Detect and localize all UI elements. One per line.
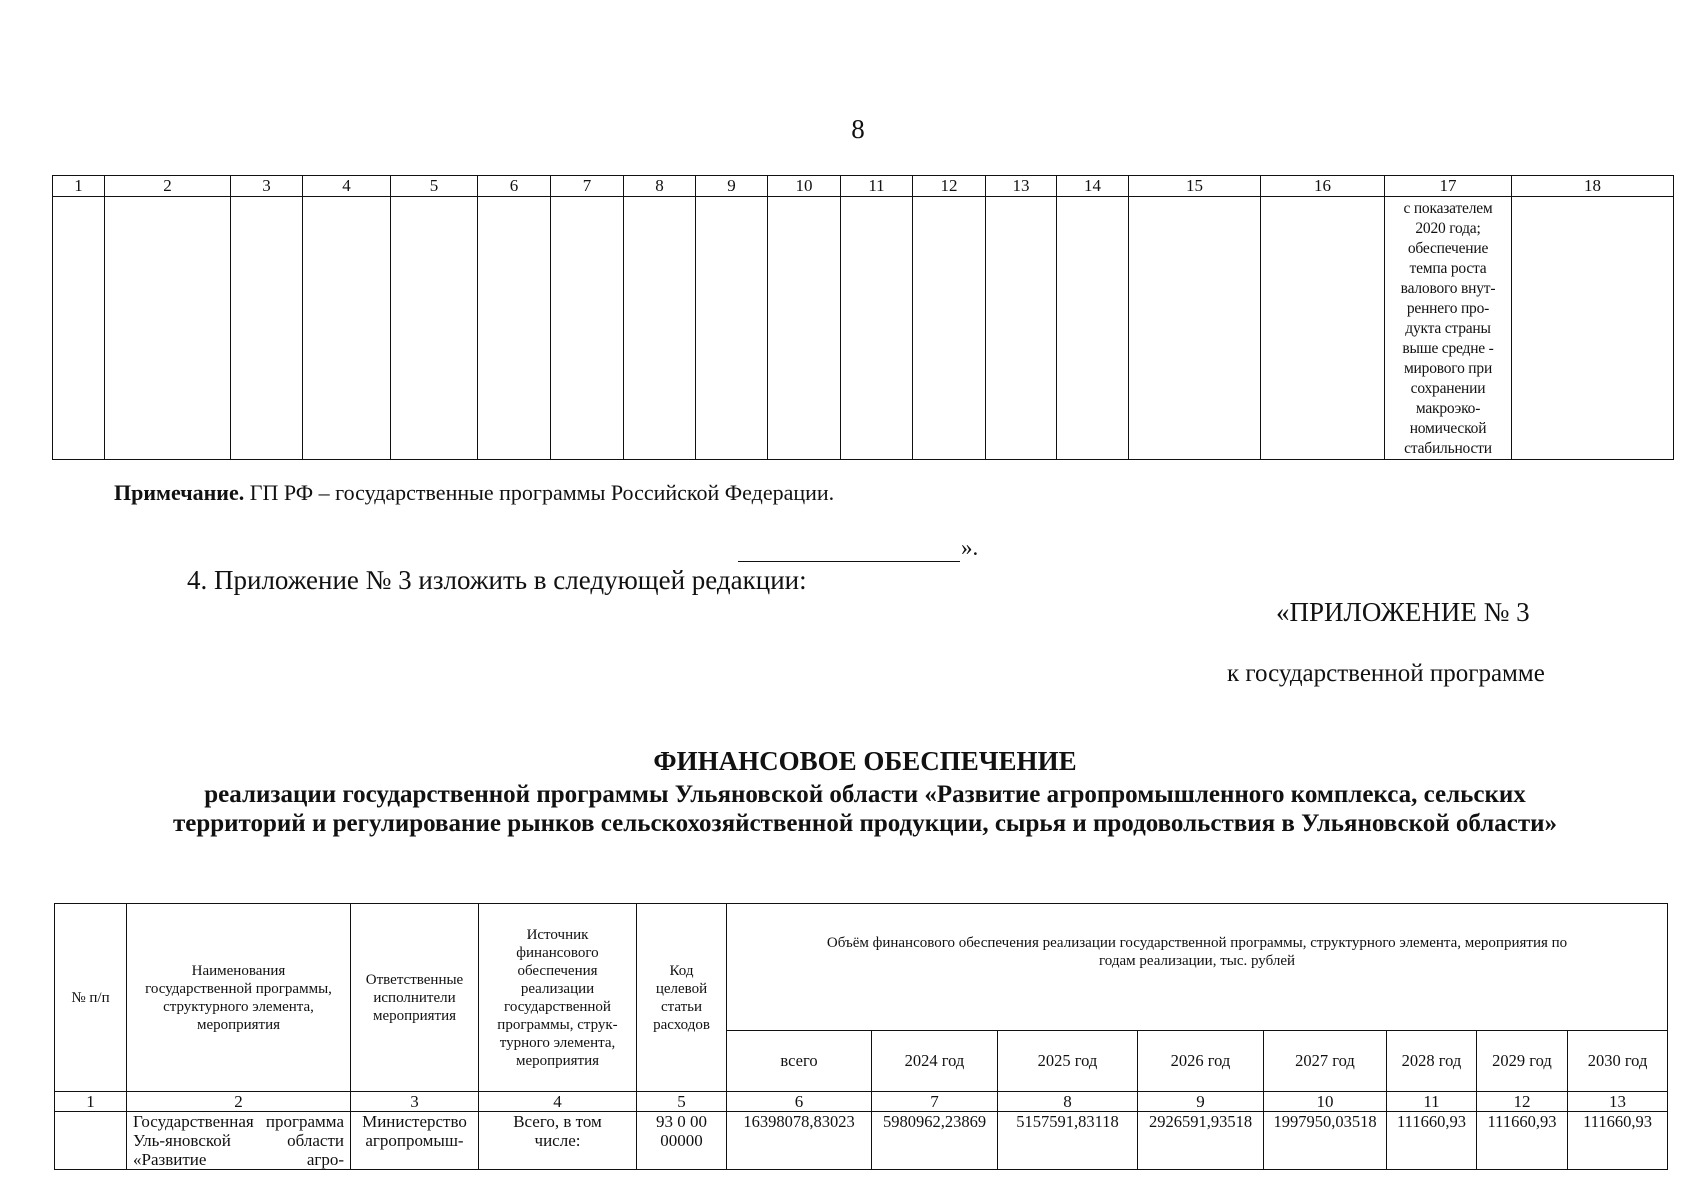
row-source: Всего, в том числе: bbox=[479, 1112, 637, 1170]
document-title: ФИНАНСОВОЕ ОБЕСПЕЧЕНИЕ bbox=[653, 746, 1077, 776]
header-total: всего bbox=[727, 1031, 872, 1092]
column-number: 15 bbox=[1129, 176, 1261, 197]
header-year: 2027 год bbox=[1264, 1031, 1387, 1092]
column-number: 17 bbox=[1385, 176, 1512, 197]
header-row bbox=[55, 904, 1668, 1031]
indicator-text-line: мирового при bbox=[1403, 360, 1493, 377]
column-number-row bbox=[55, 1092, 1668, 1112]
indicator-text-cell bbox=[1385, 197, 1512, 460]
column-number: 18 bbox=[1512, 176, 1674, 197]
indicator-text-line: валового внут- bbox=[1400, 280, 1496, 297]
column-number: 13 bbox=[986, 176, 1057, 197]
table-cell bbox=[551, 197, 624, 460]
column-number: 1 bbox=[55, 1092, 127, 1112]
financing-table bbox=[54, 903, 1668, 1170]
column-number: 5 bbox=[391, 176, 478, 197]
row-year-value: 5980962,23869 bbox=[872, 1112, 998, 1170]
column-number: 8 bbox=[998, 1092, 1138, 1112]
header-num: № п/п bbox=[55, 904, 127, 1092]
table-cell bbox=[696, 197, 768, 460]
table-cell bbox=[913, 197, 986, 460]
row-year-value: 111660,93 bbox=[1477, 1112, 1568, 1170]
header-year: 2024 год bbox=[872, 1031, 998, 1092]
table-cell bbox=[478, 197, 551, 460]
row-name: Государственная программа Уль-яновской области «Развитие агро- bbox=[127, 1112, 351, 1170]
column-number: 12 bbox=[913, 176, 986, 197]
indicator-text-line: стабильности bbox=[1404, 440, 1492, 457]
header-executors: Ответственные исполнители мероприятия bbox=[351, 904, 479, 1092]
header-volume: Объём финансового обеспечения реализации государственной программы, структурного элемента, мероприятия по годам реализации, тыс. рублей bbox=[727, 904, 1668, 1031]
column-number: 10 bbox=[768, 176, 841, 197]
column-number: 13 bbox=[1568, 1092, 1668, 1112]
continuation-table bbox=[52, 175, 1674, 460]
table-cell bbox=[231, 197, 303, 460]
indicator-text-line: темпа роста bbox=[1409, 260, 1487, 277]
column-number: 9 bbox=[696, 176, 768, 197]
column-number: 11 bbox=[841, 176, 913, 197]
row-year-value: 2926591,93518 bbox=[1138, 1112, 1264, 1170]
indicator-text-line: дукта страны bbox=[1405, 320, 1491, 337]
column-number: 1 bbox=[53, 176, 105, 197]
row-year-value: 111660,93 bbox=[1387, 1112, 1477, 1170]
header-year: 2026 год bbox=[1138, 1031, 1264, 1092]
table-cell bbox=[105, 197, 231, 460]
column-number: 6 bbox=[478, 176, 551, 197]
column-number-row bbox=[53, 176, 1674, 197]
header-year: 2025 год bbox=[998, 1031, 1138, 1092]
column-number: 3 bbox=[231, 176, 303, 197]
header-year: 2028 год bbox=[1387, 1031, 1477, 1092]
header-year: 2029 год bbox=[1477, 1031, 1568, 1092]
row-year-value: 1997950,03518 bbox=[1264, 1112, 1387, 1170]
table-cell bbox=[841, 197, 913, 460]
indicator-text-line: реннего про- bbox=[1406, 300, 1490, 317]
column-number: 7 bbox=[551, 176, 624, 197]
row-executor: Министерство агропромыш- bbox=[351, 1112, 479, 1170]
footnote bbox=[114, 480, 834, 506]
column-number: 7 bbox=[872, 1092, 998, 1112]
header-source: Источник финансового обеспечения реализации государственной программы, струк-турного элемента, мероприятия bbox=[479, 904, 637, 1092]
table-cell bbox=[53, 197, 105, 460]
column-number: 16 bbox=[1261, 176, 1385, 197]
footnote-label: Примечание. bbox=[114, 480, 245, 505]
table-cell bbox=[303, 197, 391, 460]
column-number: 14 bbox=[1057, 176, 1129, 197]
table-row bbox=[53, 197, 1674, 460]
table-cell bbox=[1512, 197, 1674, 460]
row-year-value: 111660,93 bbox=[1568, 1112, 1668, 1170]
column-number: 9 bbox=[1138, 1092, 1264, 1112]
page-number: 8 bbox=[851, 114, 865, 144]
indicator-text-line: номической bbox=[1409, 420, 1487, 437]
appendix-title: «ПРИЛОЖЕНИЕ № 3 bbox=[1276, 597, 1530, 627]
column-number: 6 bbox=[727, 1092, 872, 1112]
row-num bbox=[55, 1112, 127, 1170]
row-year-value: 5157591,83118 bbox=[998, 1112, 1138, 1170]
table-row bbox=[55, 1112, 1668, 1170]
footnote-text: ГП РФ – государственные программы Российской Федерации. bbox=[244, 480, 835, 505]
row-total: 16398078,83023 bbox=[727, 1112, 872, 1170]
column-number: 3 bbox=[351, 1092, 479, 1112]
indicator-text-line: с показателем bbox=[1403, 200, 1493, 217]
column-number: 12 bbox=[1477, 1092, 1568, 1112]
indicator-text-line: макроэко- bbox=[1415, 400, 1481, 417]
amendment-item: 4. Приложение № 3 изложить в следующей редакции: bbox=[187, 565, 807, 595]
indicator-text-line: сохранении bbox=[1410, 380, 1486, 397]
table-cell bbox=[768, 197, 841, 460]
header-name: Наименования государственной программы, структурного элемента, мероприятия bbox=[127, 904, 351, 1092]
column-number: 10 bbox=[1264, 1092, 1387, 1112]
table-cell bbox=[986, 197, 1057, 460]
document-subtitle: реализации государственной программы Ульяновской области «Развитие агропромышленного комплекса, сельских территорий и регулирование рынков сельскохозяйственной продукции, сырья и продовольствия в Ульяновской области» bbox=[172, 781, 1558, 837]
table-cell bbox=[624, 197, 696, 460]
indicator-text-line: 2020 года; bbox=[1415, 220, 1481, 237]
column-number: 8 bbox=[624, 176, 696, 197]
table-cell bbox=[1057, 197, 1129, 460]
column-number: 4 bbox=[303, 176, 391, 197]
indicator-text-line: обеспечение bbox=[1407, 240, 1489, 257]
column-number: 4 bbox=[479, 1092, 637, 1112]
row-code: 93 0 00 00000 bbox=[637, 1112, 727, 1170]
column-number: 2 bbox=[127, 1092, 351, 1112]
header-year: 2030 год bbox=[1568, 1031, 1668, 1092]
column-number: 2 bbox=[105, 176, 231, 197]
closing-quote: ». bbox=[961, 535, 979, 560]
table-cell bbox=[1129, 197, 1261, 460]
header-code: Код целевой статьи расходов bbox=[637, 904, 727, 1092]
table-cell bbox=[391, 197, 478, 460]
signature-line bbox=[738, 537, 960, 562]
appendix-subtitle: к государственной программе bbox=[1227, 660, 1545, 687]
column-number: 11 bbox=[1387, 1092, 1477, 1112]
table-cell bbox=[1261, 197, 1385, 460]
indicator-text-line: выше средне - bbox=[1402, 340, 1494, 357]
column-number: 5 bbox=[637, 1092, 727, 1112]
